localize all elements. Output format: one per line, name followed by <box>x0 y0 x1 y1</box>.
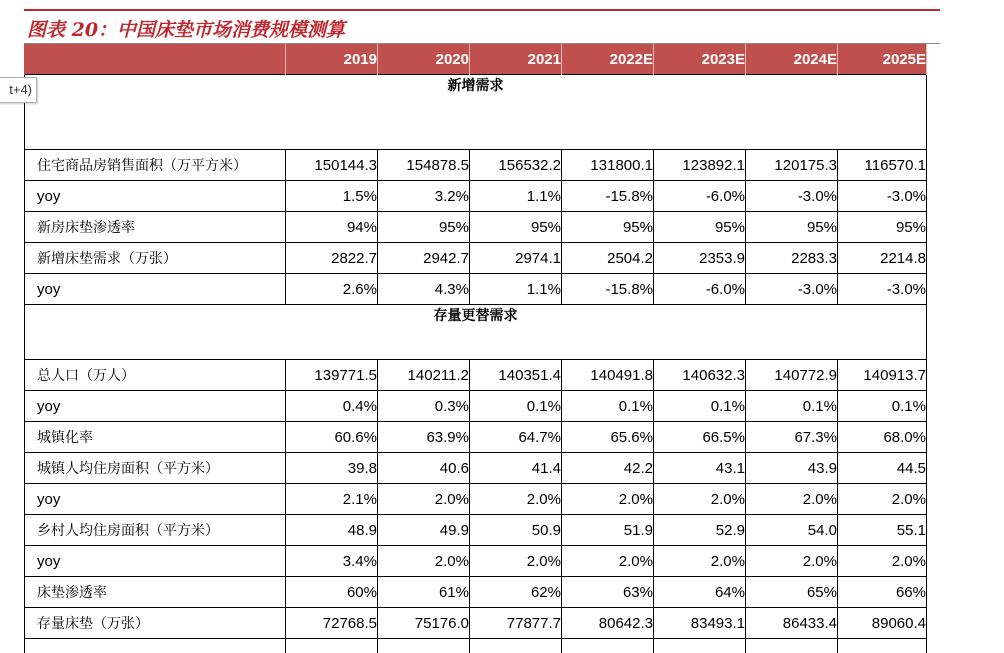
row-label: 床垫渗透率 <box>25 577 286 608</box>
value-cell: 61% <box>378 577 470 608</box>
row-label: 新房床垫渗透率 <box>25 212 286 243</box>
value-cell: 2.0% <box>746 484 838 515</box>
value-cell: 3.2% <box>378 181 470 212</box>
value-cell: 54.0 <box>746 515 838 546</box>
value-cell: 0.1% <box>838 391 927 422</box>
table-row <box>25 422 927 453</box>
value-cell: 120175.3 <box>746 150 838 181</box>
value-cell: 60% <box>286 577 378 608</box>
value-cell: 55.1 <box>838 515 927 546</box>
row-label: yoy <box>25 391 286 422</box>
value-cell: 0.1% <box>654 391 746 422</box>
table-row <box>25 150 927 181</box>
value-cell: 2.0% <box>562 546 654 577</box>
value-cell: 140913.7 <box>838 360 927 391</box>
value-cell: 2.1% <box>286 484 378 515</box>
value-cell: -3.0% <box>838 274 927 305</box>
value-cell: 140632.3 <box>654 360 746 391</box>
value-cell: 52.9 <box>654 515 746 546</box>
section-heading-row <box>25 75 927 150</box>
table-row <box>25 274 927 305</box>
value-cell: 140772.9 <box>746 360 838 391</box>
section-heading: 存量更替需求 <box>25 305 927 360</box>
value-cell: 156532.2 <box>470 150 562 181</box>
value-cell: 60.6% <box>286 422 378 453</box>
table-row <box>25 515 927 546</box>
row-label: 总人口（万人） <box>25 360 286 391</box>
table-row <box>25 181 927 212</box>
row-label: 乡村人均住房面积（平方米） <box>25 515 286 546</box>
empty-cell <box>654 639 746 653</box>
row-label: yoy <box>25 181 286 212</box>
value-cell: 2214.8 <box>838 243 927 274</box>
value-cell: 89060.4 <box>838 608 927 639</box>
table-body <box>25 75 927 653</box>
value-cell: 95% <box>562 212 654 243</box>
value-cell: -15.8% <box>562 274 654 305</box>
value-cell: 1.5% <box>286 181 378 212</box>
value-cell: 2504.2 <box>562 243 654 274</box>
section-heading-row <box>25 305 927 360</box>
table-row <box>25 608 927 639</box>
title-top-rule <box>24 9 940 11</box>
empty-cell <box>25 639 286 653</box>
value-cell: 49.9 <box>378 515 470 546</box>
figure-title: 图表 20：中国床垫市场消费规模测算 <box>27 15 345 42</box>
value-cell: 2974.1 <box>470 243 562 274</box>
value-cell: 154878.5 <box>378 150 470 181</box>
value-cell: 67.3% <box>746 422 838 453</box>
value-cell: -3.0% <box>746 274 838 305</box>
value-cell: 95% <box>838 212 927 243</box>
value-cell: 0.1% <box>470 391 562 422</box>
value-cell: 2.0% <box>654 484 746 515</box>
value-cell: 77877.7 <box>470 608 562 639</box>
value-cell: 86433.4 <box>746 608 838 639</box>
value-cell: 65.6% <box>562 422 654 453</box>
formula-tooltip: t+4) <box>0 77 37 103</box>
row-label: 城镇人均住房面积（平方米） <box>25 453 286 484</box>
row-label: yoy <box>25 484 286 515</box>
value-cell: 123892.1 <box>654 150 746 181</box>
value-cell: 66% <box>838 577 927 608</box>
value-cell: 140491.8 <box>562 360 654 391</box>
value-cell: 95% <box>654 212 746 243</box>
header-label-cell <box>25 44 286 75</box>
value-cell: 0.1% <box>562 391 654 422</box>
value-cell: -3.0% <box>746 181 838 212</box>
empty-cell <box>286 639 378 653</box>
mattress-market-table <box>24 44 927 653</box>
value-cell: 116570.1 <box>838 150 927 181</box>
empty-cell <box>838 639 927 653</box>
value-cell: 150144.3 <box>286 150 378 181</box>
header-year-2023e: 2023E <box>654 44 746 75</box>
table-row <box>25 546 927 577</box>
value-cell: 140211.2 <box>378 360 470 391</box>
value-cell: 80642.3 <box>562 608 654 639</box>
value-cell: 75176.0 <box>378 608 470 639</box>
value-cell: 95% <box>470 212 562 243</box>
value-cell: 2.6% <box>286 274 378 305</box>
row-label: yoy <box>25 546 286 577</box>
row-label: 存量床垫（万张） <box>25 608 286 639</box>
empty-cell <box>562 639 654 653</box>
value-cell: -6.0% <box>654 181 746 212</box>
value-cell: 139771.5 <box>286 360 378 391</box>
table-row-cutoff <box>25 639 927 653</box>
value-cell: 2.0% <box>746 546 838 577</box>
value-cell: 65% <box>746 577 838 608</box>
value-cell: 0.1% <box>746 391 838 422</box>
value-cell: 0.3% <box>378 391 470 422</box>
header-year-2019: 2019 <box>286 44 378 75</box>
value-cell: 131800.1 <box>562 150 654 181</box>
row-label: yoy <box>25 274 286 305</box>
header-year-2025e: 2025E <box>838 44 927 75</box>
table-row <box>25 360 927 391</box>
value-cell: 140351.4 <box>470 360 562 391</box>
table-row <box>25 391 927 422</box>
value-cell: 64% <box>654 577 746 608</box>
value-cell: 63% <box>562 577 654 608</box>
value-cell: 0.4% <box>286 391 378 422</box>
value-cell: -6.0% <box>654 274 746 305</box>
value-cell: 2.0% <box>654 546 746 577</box>
value-cell: 51.9 <box>562 515 654 546</box>
section-heading: 新增需求 <box>25 75 927 150</box>
value-cell: -15.8% <box>562 181 654 212</box>
value-cell: 2.0% <box>378 546 470 577</box>
header-year-2024e: 2024E <box>746 44 838 75</box>
value-cell: 50.9 <box>470 515 562 546</box>
value-cell: 72768.5 <box>286 608 378 639</box>
value-cell: 2.0% <box>838 546 927 577</box>
value-cell: 2.0% <box>378 484 470 515</box>
value-cell: 2353.9 <box>654 243 746 274</box>
value-cell: 62% <box>470 577 562 608</box>
value-cell: 40.6 <box>378 453 470 484</box>
row-label: 城镇化率 <box>25 422 286 453</box>
value-cell: 1.1% <box>470 274 562 305</box>
value-cell: 48.9 <box>286 515 378 546</box>
value-cell: 43.1 <box>654 453 746 484</box>
header-year-2022e: 2022E <box>562 44 654 75</box>
empty-cell <box>470 639 562 653</box>
value-cell: -3.0% <box>838 181 927 212</box>
row-label: 新增床垫需求（万张） <box>25 243 286 274</box>
header-year-2020: 2020 <box>378 44 470 75</box>
value-cell: 83493.1 <box>654 608 746 639</box>
value-cell: 42.2 <box>562 453 654 484</box>
value-cell: 63.9% <box>378 422 470 453</box>
empty-cell <box>746 639 838 653</box>
header-row <box>25 44 927 75</box>
value-cell: 95% <box>378 212 470 243</box>
table-row <box>25 243 927 274</box>
value-cell: 3.4% <box>286 546 378 577</box>
value-cell: 2.0% <box>838 484 927 515</box>
value-cell: 39.8 <box>286 453 378 484</box>
value-cell: 95% <box>746 212 838 243</box>
table-row <box>25 577 927 608</box>
value-cell: 43.9 <box>746 453 838 484</box>
value-cell: 2283.3 <box>746 243 838 274</box>
value-cell: 44.5 <box>838 453 927 484</box>
value-cell: 2.0% <box>470 484 562 515</box>
table-row <box>25 212 927 243</box>
value-cell: 94% <box>286 212 378 243</box>
table-row <box>25 453 927 484</box>
empty-cell <box>378 639 470 653</box>
header-year-2021: 2021 <box>470 44 562 75</box>
value-cell: 1.1% <box>470 181 562 212</box>
value-cell: 41.4 <box>470 453 562 484</box>
value-cell: 2.0% <box>470 546 562 577</box>
value-cell: 2.0% <box>562 484 654 515</box>
value-cell: 2822.7 <box>286 243 378 274</box>
value-cell: 66.5% <box>654 422 746 453</box>
table-row <box>25 484 927 515</box>
value-cell: 4.3% <box>378 274 470 305</box>
value-cell: 2942.7 <box>378 243 470 274</box>
row-label: 住宅商品房销售面积（万平方米） <box>25 150 286 181</box>
value-cell: 64.7% <box>470 422 562 453</box>
value-cell: 68.0% <box>838 422 927 453</box>
